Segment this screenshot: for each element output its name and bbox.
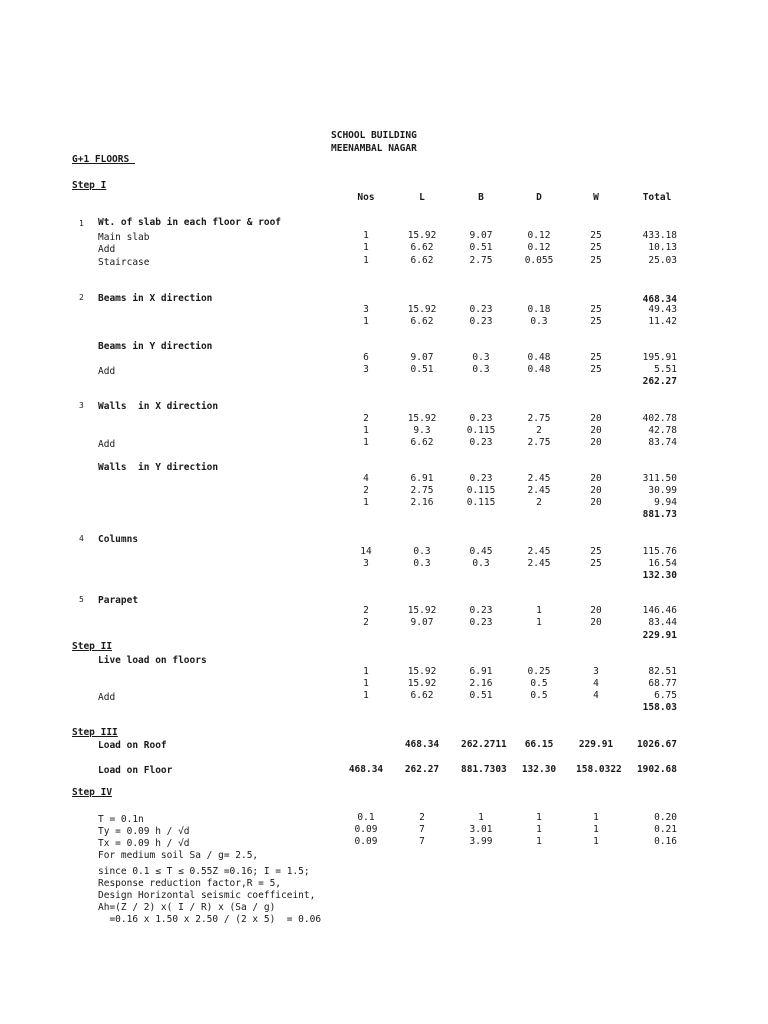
cell-d: 0.12 (527, 230, 551, 241)
subtotal-live-load: 158.03 (642, 702, 677, 713)
cell-w: 20 (590, 437, 602, 448)
cell-total: 30.99 (648, 485, 677, 496)
cell-b: 0.23 (469, 473, 493, 484)
subtotal-columns: 132.30 (642, 570, 677, 581)
cell-d: 0.3 (530, 316, 548, 327)
row-label: Main slab (98, 232, 150, 243)
cell-total: 146.46 (642, 605, 677, 616)
row-label: Add (98, 439, 116, 450)
subtotal-slab: 468.34 (642, 294, 677, 305)
cell-w: 25 (590, 364, 602, 375)
cell-total: 82.51 (648, 666, 677, 677)
cell-total: 433.18 (642, 230, 677, 241)
cell-d: 1 (536, 812, 542, 823)
section-3-title: Walls in X direction (98, 401, 219, 412)
cell-b: 0.51 (469, 242, 493, 253)
cell-nos: 1 (363, 425, 369, 436)
cell-total: 0.20 (654, 812, 677, 823)
section-2-title: Beams in X direction (98, 293, 213, 304)
note-line: Design Horizontal seismic coefficeint, (98, 890, 316, 901)
section-5-title: Parapet (98, 595, 139, 606)
cell-d: 1 (536, 824, 542, 835)
cell-d: 132.30 (521, 764, 557, 775)
cell-nos: 1 (363, 437, 369, 448)
cell-w: 25 (590, 255, 602, 266)
cell-l: 7 (419, 824, 425, 835)
cell-w: 20 (590, 473, 602, 484)
cell-nos: 1 (363, 255, 369, 266)
cell-total: 0.21 (654, 824, 677, 835)
cell-l: 6.62 (410, 316, 434, 327)
cell-w: 25 (590, 352, 602, 363)
cell-nos: 14 (360, 546, 372, 557)
cell-l: 0.3 (413, 558, 431, 569)
cell-b: 0.23 (469, 617, 493, 628)
note-line: =0.16 x 1.50 x 2.50 / (2 x 5) = 0.06 (98, 914, 322, 925)
cell-w: 229.91 (578, 739, 614, 750)
cell-b: 9.07 (469, 230, 493, 241)
section-4-title: Columns (98, 534, 139, 545)
subtotal-parapet: 229.91 (642, 630, 677, 641)
cell-nos: 2 (363, 413, 369, 424)
cell-total: 68.77 (648, 678, 677, 689)
cell-nos: 0.09 (354, 824, 378, 835)
cell-b: 0.115 (466, 485, 496, 496)
cell-l: 2.16 (410, 497, 434, 508)
row-label: Staircase (98, 257, 150, 268)
cell-d: 1 (536, 605, 542, 616)
cell-w: 25 (590, 242, 602, 253)
cell-total: 6.75 (654, 690, 677, 701)
cell-w: 1 (593, 812, 599, 823)
cell-d: 2.45 (527, 473, 551, 484)
header-b: B (478, 192, 484, 203)
cell-l: 2 (419, 812, 425, 823)
cell-l: 7 (419, 836, 425, 847)
cell-w: 20 (590, 485, 602, 496)
cell-b: 1 (478, 812, 484, 823)
cell-w: 20 (590, 605, 602, 616)
cell-nos: 6 (363, 352, 369, 363)
formula-label: Ty = 0.09 h / √d (98, 826, 190, 837)
cell-nos: 1 (363, 497, 369, 508)
cell-total: 1026.67 (636, 739, 677, 750)
cell-d: 0.48 (527, 352, 551, 363)
cell-nos: 2 (363, 485, 369, 496)
cell-l: 9.3 (413, 425, 431, 436)
section-1-title: Wt. of slab in each floor & roof (98, 217, 282, 228)
cell-total: 195.91 (642, 352, 677, 363)
section-2-number: 2 (79, 293, 84, 302)
section-3-subtitle: Walls in Y direction (98, 462, 219, 473)
cell-l: 262.27 (404, 764, 440, 775)
cell-b: 0.23 (469, 316, 493, 327)
cell-total: 83.44 (648, 617, 677, 628)
cell-total: 11.42 (648, 316, 677, 327)
cell-total: 49.43 (648, 304, 677, 315)
cell-total: 83.74 (648, 437, 677, 448)
cell-l: 15.92 (407, 605, 437, 616)
cell-b: 0.23 (469, 437, 493, 448)
cell-d: 2 (536, 497, 542, 508)
step-2-heading: Step II (72, 641, 113, 652)
cell-nos: 1 (363, 316, 369, 327)
floors-heading: G+1 FLOORS (72, 154, 135, 165)
cell-b: 6.91 (469, 666, 493, 677)
live-load-title: Live load on floors (98, 655, 207, 666)
cell-b: 0.51 (469, 690, 493, 701)
step-1-heading: Step I (72, 180, 107, 191)
cell-l: 6.91 (410, 473, 434, 484)
cell-w: 1 (593, 824, 599, 835)
cell-b: 0.23 (469, 605, 493, 616)
cell-total: 9.94 (654, 497, 677, 508)
cell-total: 25.03 (648, 255, 677, 266)
cell-w: 25 (590, 546, 602, 557)
cell-b: 2.75 (469, 255, 493, 266)
cell-b: 262.2711 (461, 739, 507, 750)
cell-d: 0.48 (527, 364, 551, 375)
cell-l: 6.62 (410, 690, 434, 701)
formula-label: T = 0.1n (98, 814, 144, 825)
row-label: Add (98, 244, 116, 255)
cell-w: 20 (590, 617, 602, 628)
section-5-number: 5 (79, 595, 84, 604)
cell-d: 2.75 (527, 413, 551, 424)
note-line: Ah=(Z / 2) x( I / R) x (Sa / g) (98, 902, 276, 913)
cell-b: 0.115 (466, 497, 496, 508)
cell-total: 311.50 (642, 473, 677, 484)
cell-w: 25 (590, 230, 602, 241)
cell-d: 0.18 (527, 304, 551, 315)
cell-l: 6.62 (410, 255, 434, 266)
cell-nos: 0.1 (357, 812, 375, 823)
cell-b: 3.01 (469, 824, 493, 835)
cell-nos: 3 (363, 304, 369, 315)
formula-label: Tx = 0.09 h / √d (98, 838, 190, 849)
cell-d: 2.45 (527, 485, 551, 496)
subtotal-beams: 262.27 (642, 376, 677, 387)
cell-d: 2.45 (527, 558, 551, 569)
cell-b: 0.23 (469, 413, 493, 424)
cell-l: 0.51 (410, 364, 434, 375)
cell-d: 1 (536, 836, 542, 847)
header-w: W (593, 192, 599, 203)
cell-nos: 4 (363, 473, 369, 484)
section-3-number: 3 (79, 401, 84, 410)
cell-l: 9.07 (410, 617, 434, 628)
cell-nos: 0.09 (354, 836, 378, 847)
cell-l: 15.92 (407, 230, 437, 241)
cell-d: 0.12 (527, 242, 551, 253)
cell-l: 468.34 (404, 739, 440, 750)
cell-b: 2.16 (469, 678, 493, 689)
row-label: Add (98, 692, 116, 703)
cell-total: 42.78 (648, 425, 677, 436)
cell-d: 0.5 (530, 678, 548, 689)
cell-nos: 1 (363, 678, 369, 689)
cell-total: 1902.68 (636, 764, 677, 775)
cell-nos: 1 (363, 242, 369, 253)
cell-l: 15.92 (407, 304, 437, 315)
section-1-number: 1 (79, 219, 84, 228)
load-on-floor-label: Load on Floor (98, 765, 173, 776)
cell-d: 0.5 (530, 690, 548, 701)
cell-nos: 1 (363, 666, 369, 677)
cell-b: 0.45 (469, 546, 493, 557)
header-nos: Nos (357, 192, 375, 203)
cell-l: 2.75 (410, 485, 434, 496)
header-d: D (536, 192, 542, 203)
title-line-1: SCHOOL BUILDING (331, 130, 417, 141)
cell-d: 0.055 (524, 255, 554, 266)
cell-w: 3 (593, 666, 599, 677)
cell-l: 15.92 (407, 678, 437, 689)
cell-b: 0.23 (469, 304, 493, 315)
note-line: since 0.1 ≤ T ≤ 0.55Z =0.16; I = 1.5; (98, 866, 310, 877)
cell-d: 2.45 (527, 546, 551, 557)
subtotal-walls: 881.73 (642, 509, 677, 520)
cell-w: 20 (590, 497, 602, 508)
cell-w: 4 (593, 678, 599, 689)
header-total: Total (642, 192, 672, 203)
cell-d: 66.15 (524, 739, 554, 750)
step-4-heading: Step IV (72, 787, 113, 798)
cell-w: 1 (593, 836, 599, 847)
cell-l: 0.3 (413, 546, 431, 557)
cell-w: 25 (590, 558, 602, 569)
cell-w: 25 (590, 304, 602, 315)
cell-total: 0.16 (654, 836, 677, 847)
cell-w: 4 (593, 690, 599, 701)
cell-w: 25 (590, 316, 602, 327)
cell-nos: 3 (363, 364, 369, 375)
load-on-roof-label: Load on Roof (98, 740, 167, 751)
section-2-subtitle: Beams in Y direction (98, 341, 213, 352)
cell-b: 881.7303 (461, 764, 507, 775)
cell-d: 2.75 (527, 437, 551, 448)
cell-b: 0.3 (472, 352, 490, 363)
note-line: Response reduction factor,R = 5, (98, 878, 282, 889)
cell-total: 10.13 (648, 242, 677, 253)
cell-b: 3.99 (469, 836, 493, 847)
cell-l: 6.62 (410, 242, 434, 253)
step-3-heading: Step III (72, 727, 118, 738)
cell-w: 20 (590, 425, 602, 436)
cell-nos: 3 (363, 558, 369, 569)
note-line: For medium soil Sa / g= 2.5, (98, 850, 259, 861)
cell-total: 5.51 (654, 364, 677, 375)
cell-total: 16.54 (648, 558, 677, 569)
cell-b: 0.3 (472, 364, 490, 375)
row-label: Add (98, 366, 116, 377)
cell-total: 115.76 (642, 546, 677, 557)
cell-nos: 1 (363, 230, 369, 241)
header-l: L (419, 192, 425, 203)
cell-d: 1 (536, 617, 542, 628)
cell-l: 6.62 (410, 437, 434, 448)
cell-nos: 2 (363, 617, 369, 628)
cell-nos: 2 (363, 605, 369, 616)
cell-b: 0.115 (466, 425, 496, 436)
cell-b: 0.3 (472, 558, 490, 569)
section-4-number: 4 (79, 534, 84, 543)
cell-nos: 468.34 (348, 764, 384, 775)
cell-l: 15.92 (407, 666, 437, 677)
cell-w: 158.0322 (576, 764, 622, 775)
title-line-2: MEENAMBAL NAGAR (331, 143, 417, 154)
cell-w: 20 (590, 413, 602, 424)
cell-total: 402.78 (642, 413, 677, 424)
cell-d: 0.25 (527, 666, 551, 677)
cell-l: 15.92 (407, 413, 437, 424)
cell-d: 2 (536, 425, 542, 436)
cell-nos: 1 (363, 690, 369, 701)
cell-l: 9.07 (410, 352, 434, 363)
